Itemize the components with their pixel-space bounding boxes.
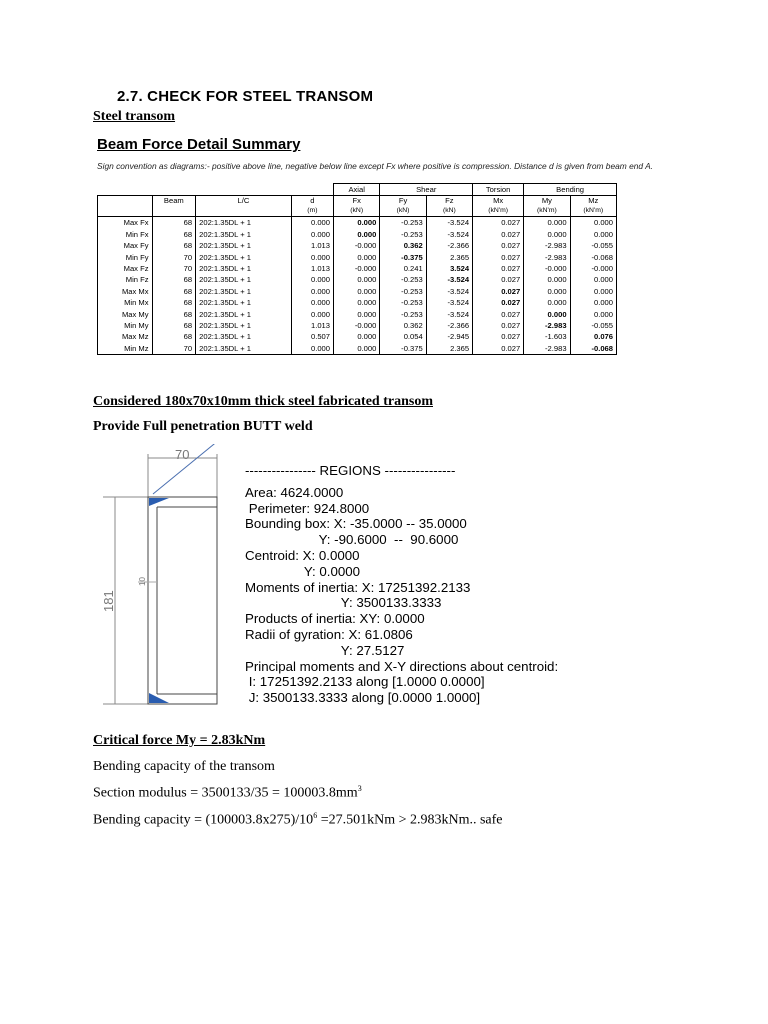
cell-my: 0.000 — [524, 229, 570, 240]
cell-mz: 0.000 — [570, 229, 616, 240]
unit-fz: (kN) — [426, 206, 472, 217]
cell-mz: 0.076 — [570, 331, 616, 342]
cell-lc: 202:1.35DL + 1 — [196, 331, 292, 342]
cell-fx: 0.000 — [334, 252, 380, 263]
regions-line: Centroid: X: 0.0000 — [245, 547, 360, 563]
regions-line: Products of inertia: XY: 0.0000 — [245, 611, 425, 627]
cell-mx: 0.027 — [473, 229, 524, 240]
cell-mz: -0.068 — [570, 343, 616, 355]
dim-thickness-label: 10 — [138, 577, 147, 586]
cell-fx: 0.000 — [334, 297, 380, 308]
subheading: Steel transom — [93, 109, 176, 124]
regions-line: Perimeter: 924.8000 — [245, 500, 370, 516]
cell-d: 0.000 — [291, 309, 333, 320]
row-label: Min My — [98, 320, 153, 331]
regions-line: Y: 27.5127 — [245, 642, 405, 658]
cell-beam: 68 — [152, 309, 196, 320]
cell-beam: 68 — [152, 331, 196, 342]
unit-d: (m) — [291, 206, 333, 217]
cell-lc: 202:1.35DL + 1 — [196, 240, 292, 251]
cell-fy: -0.253 — [380, 217, 426, 229]
regions-line: Y: -90.6000 -- 90.6000 — [245, 532, 459, 548]
bending-capacity-text-a: Bending capacity = (100003.8x275)/10 — [93, 812, 314, 828]
table-row — [98, 240, 617, 251]
cell-my: -0.000 — [524, 263, 570, 274]
dim-width-label: 70 — [175, 447, 190, 462]
group-torsion: Torsion — [473, 184, 524, 196]
cell-fz: -2.366 — [426, 320, 472, 331]
cell-fz: 3.524 — [426, 263, 472, 274]
weld-note: Provide Full penetration BUTT weld — [93, 419, 313, 434]
cell-fz: -3.524 — [426, 229, 472, 240]
cell-lc: 202:1.35DL + 1 — [196, 343, 292, 355]
section-modulus-sup: 3 — [357, 784, 362, 793]
cell-fz: -3.524 — [426, 297, 472, 308]
cell-lc: 202:1.35DL + 1 — [196, 217, 292, 229]
cell-my: 0.000 — [524, 297, 570, 308]
unit-my: (kN'm) — [524, 206, 570, 217]
cell-lc: 202:1.35DL + 1 — [196, 263, 292, 274]
cell-fx: 0.000 — [334, 286, 380, 297]
table-row — [98, 309, 617, 320]
unit-fy: (kN) — [380, 206, 426, 217]
cell-fz: 2.365 — [426, 343, 472, 355]
bending-intro: Bending capacity of the transom — [93, 759, 275, 774]
row-label: Max Fz — [98, 263, 153, 274]
row-label: Max My — [98, 309, 153, 320]
regions-line: Area: 4624.0000 — [245, 484, 344, 500]
section-modulus-line — [93, 784, 362, 802]
cell-mz: -0.000 — [570, 263, 616, 274]
col-header-label — [98, 196, 153, 207]
cell-my: 0.000 — [524, 217, 570, 229]
cell-mx: 0.027 — [473, 252, 524, 263]
cell-beam: 68 — [152, 217, 196, 229]
cell-mx: 0.027 — [473, 263, 524, 274]
cell-lc: 202:1.35DL + 1 — [196, 274, 292, 285]
group-shear: Shear — [380, 184, 473, 196]
cell-d: 0.000 — [291, 297, 333, 308]
cell-fz: -2.366 — [426, 240, 472, 251]
cell-mz: 0.000 — [570, 309, 616, 320]
cell-d: 1.013 — [291, 320, 333, 331]
cell-d: 0.000 — [291, 343, 333, 355]
unit-fx: (kN) — [334, 206, 380, 217]
regions-list — [245, 463, 558, 706]
cell-mz: 0.000 — [570, 286, 616, 297]
cell-d: 1.013 — [291, 263, 333, 274]
row-label: Min Mz — [98, 343, 153, 355]
cell-beam: 68 — [152, 286, 196, 297]
col-header-lc: L/C — [196, 196, 292, 207]
cell-fy: -0.375 — [380, 343, 426, 355]
bending-capacity-text-b: =27.501kNm > 2.983kNm.. safe — [317, 812, 503, 828]
cell-fz: -2.945 — [426, 331, 472, 342]
cell-fz: -3.524 — [426, 217, 472, 229]
cell-fy: -0.253 — [380, 297, 426, 308]
regions-line: Radii of gyration: X: 61.0806 — [245, 626, 413, 642]
cell-beam: 68 — [152, 320, 196, 331]
cell-mz: 0.000 — [570, 274, 616, 285]
cell-fy: 0.362 — [380, 320, 426, 331]
col-header-beam: Beam — [152, 196, 196, 207]
row-label: Min Mx — [98, 297, 153, 308]
regions-line: J: 3500133.3333 along [0.0000 1.0000] — [245, 690, 481, 706]
cell-fx: 0.000 — [334, 217, 380, 229]
table-row — [98, 320, 617, 331]
cell-my: -2.983 — [524, 343, 570, 355]
section-considered: Considered 180x70x10mm thick steel fabricated transom — [93, 394, 433, 409]
row-label: Max Mz — [98, 331, 153, 342]
section-outer-outline — [148, 497, 217, 704]
cell-fx: 0.000 — [334, 274, 380, 285]
col-header-mx: Mx — [473, 196, 524, 207]
cell-mx: 0.027 — [473, 240, 524, 251]
col-header-fz: Fz — [426, 196, 472, 207]
cell-fx: 0.000 — [334, 229, 380, 240]
regions-line: Principal moments and X-Y directions about centroid: — [245, 658, 559, 674]
regions-line: I: 17251392.2133 along [1.0000 0.0000] — [245, 674, 485, 690]
cell-my: -2.983 — [524, 252, 570, 263]
blank-header — [98, 184, 334, 196]
cell-fy: 0.054 — [380, 331, 426, 342]
table-row — [98, 331, 617, 342]
table-row — [98, 252, 617, 263]
col-header-my: My — [524, 196, 570, 207]
cell-fz: -3.524 — [426, 309, 472, 320]
table-row — [98, 343, 617, 355]
row-label: Min Fx — [98, 229, 153, 240]
cell-fy: -0.253 — [380, 286, 426, 297]
cell-fz: 2.365 — [426, 252, 472, 263]
cell-beam: 70 — [152, 343, 196, 355]
row-label: Min Fz — [98, 274, 153, 285]
cell-mz: 0.000 — [570, 297, 616, 308]
cell-mx: 0.027 — [473, 297, 524, 308]
cell-fy: -0.253 — [380, 229, 426, 240]
cell-mz: -0.055 — [570, 320, 616, 331]
cell-beam: 70 — [152, 252, 196, 263]
unit-label — [98, 206, 153, 217]
cell-beam: 68 — [152, 297, 196, 308]
cell-d: 0.000 — [291, 229, 333, 240]
cell-d: 1.013 — [291, 240, 333, 251]
cell-my: 0.000 — [524, 309, 570, 320]
cell-d: 0.000 — [291, 274, 333, 285]
regions-line: Y: 3500133.3333 — [245, 595, 442, 611]
cell-d: 0.000 — [291, 217, 333, 229]
cell-lc: 202:1.35DL + 1 — [196, 320, 292, 331]
cell-lc: 202:1.35DL + 1 — [196, 229, 292, 240]
cell-d: 0.000 — [291, 252, 333, 263]
col-header-fy: Fy — [380, 196, 426, 207]
cell-mx: 0.027 — [473, 309, 524, 320]
table-row — [98, 263, 617, 274]
group-axial: Axial — [334, 184, 380, 196]
table-row — [98, 274, 617, 285]
beam-force-title: Beam Force Detail Summary — [97, 136, 301, 153]
unit-beam — [152, 206, 196, 217]
cell-beam: 70 — [152, 263, 196, 274]
beam-force-table — [97, 183, 617, 355]
unit-mx: (kN'm) — [473, 206, 524, 217]
table-row — [98, 229, 617, 240]
cell-lc: 202:1.35DL + 1 — [196, 297, 292, 308]
regions-line: Moments of inertia: X: 17251392.2133 — [245, 579, 471, 595]
col-header-mz: Mz — [570, 196, 616, 207]
cell-mz: -0.068 — [570, 252, 616, 263]
cell-mx: 0.027 — [473, 217, 524, 229]
cell-fz: -3.524 — [426, 274, 472, 285]
sign-convention-note: Sign convention as diagrams:- positive above line, negative below line except Fx where positive is compression. Distance d is given from beam end A. — [97, 161, 653, 171]
table-row — [98, 217, 617, 229]
section-modulus-text: Section modulus = 3500133/35 = 100003.8mm — [93, 785, 358, 801]
cell-beam: 68 — [152, 274, 196, 285]
row-label: Max Fx — [98, 217, 153, 229]
cell-my: -2.983 — [524, 240, 570, 251]
cell-lc: 202:1.35DL + 1 — [196, 309, 292, 320]
dim-height-label: 181 — [101, 590, 116, 612]
section-heading: 2.7. CHECK FOR STEEL TRANSOM — [117, 88, 374, 105]
cell-fx: -0.000 — [334, 320, 380, 331]
cell-mx: 0.027 — [473, 274, 524, 285]
cell-mx: 0.027 — [473, 286, 524, 297]
bending-capacity-line — [93, 811, 503, 829]
bending-capacity-sup: 6 — [313, 811, 318, 820]
cell-fz: -3.524 — [426, 286, 472, 297]
table-row — [98, 297, 617, 308]
cell-fy: 0.362 — [380, 240, 426, 251]
table-row — [98, 286, 617, 297]
cell-lc: 202:1.35DL + 1 — [196, 286, 292, 297]
cell-mx: 0.027 — [473, 343, 524, 355]
cell-fy: -0.375 — [380, 252, 426, 263]
cell-fy: -0.253 — [380, 274, 426, 285]
cell-fy: 0.241 — [380, 263, 426, 274]
cell-d: 0.000 — [291, 286, 333, 297]
group-bending: Bending — [524, 184, 617, 196]
cell-fx: 0.000 — [334, 309, 380, 320]
cell-my: 0.000 — [524, 274, 570, 285]
cell-mx: 0.027 — [473, 320, 524, 331]
cell-mz: -0.055 — [570, 240, 616, 251]
cell-fy: -0.253 — [380, 309, 426, 320]
cell-my: -2.983 — [524, 320, 570, 331]
row-label: Max Fy — [98, 240, 153, 251]
cell-lc: 202:1.35DL + 1 — [196, 252, 292, 263]
cell-fx: -0.000 — [334, 240, 380, 251]
unit-lc — [196, 206, 292, 217]
cell-fx: 0.000 — [334, 331, 380, 342]
critical-force: Critical force My = 2.83kNm — [93, 733, 266, 748]
weld-top-icon — [149, 498, 169, 506]
cell-mx: 0.027 — [473, 331, 524, 342]
cell-my: 0.000 — [524, 286, 570, 297]
row-label: Max Mx — [98, 286, 153, 297]
unit-mz: (kN'm) — [570, 206, 616, 217]
cell-fx: -0.000 — [334, 263, 380, 274]
regions-line: Y: 0.0000 — [245, 563, 361, 579]
cell-beam: 68 — [152, 240, 196, 251]
regions-line: Bounding box: X: -35.0000 -- 35.0000 — [245, 516, 467, 532]
cell-my: -1.603 — [524, 331, 570, 342]
cell-fx: 0.000 — [334, 343, 380, 355]
cell-beam: 68 — [152, 229, 196, 240]
col-header-d: d — [291, 196, 333, 207]
row-label: Min Fy — [98, 252, 153, 263]
regions-title: ---------------- REGIONS ---------------- — [245, 463, 456, 478]
cell-mz: 0.000 — [570, 217, 616, 229]
col-header-fx: Fx — [334, 196, 380, 207]
cell-d: 0.507 — [291, 331, 333, 342]
